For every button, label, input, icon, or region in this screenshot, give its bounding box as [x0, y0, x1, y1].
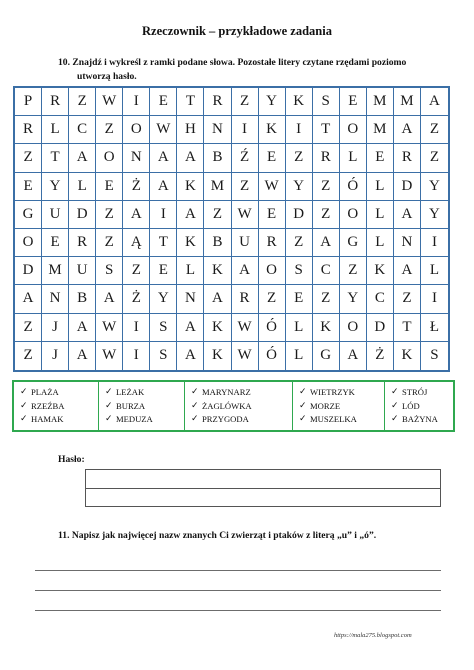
grid-cell[interactable]: G: [15, 201, 42, 229]
grid-cell[interactable]: Ż: [123, 285, 150, 313]
check-icon: ✓: [105, 387, 113, 397]
word-label: MEDUZA: [116, 414, 153, 424]
password-label: Hasło:: [58, 454, 85, 465]
grid-cell[interactable]: I: [232, 116, 259, 144]
grid-cell[interactable]: A: [177, 342, 204, 370]
grid-cell[interactable]: Z: [69, 88, 96, 116]
grid-cell[interactable]: Ó: [259, 314, 286, 342]
task-10-line-1: 10. Znajdź i wykreśl z ramki podane słowa. Pozostałe litery czytane rzędami poziomo: [58, 57, 407, 68]
grid-cell[interactable]: D: [367, 314, 394, 342]
check-icon: ✓: [391, 387, 399, 397]
grid-cell[interactable]: S: [313, 88, 340, 116]
check-icon: ✓: [391, 414, 399, 424]
task-11-instructions: 11. Napisz jak najwięcej nazw znanych Ci zwierząt i ptaków z literą „u” i „ó”.: [58, 530, 377, 541]
word-list-item: [105, 386, 184, 400]
grid-cell[interactable]: Z: [313, 173, 340, 201]
grid-cell[interactable]: Y: [150, 285, 177, 313]
grid-cell[interactable]: K: [259, 116, 286, 144]
grid-cell[interactable]: K: [204, 257, 231, 285]
grid-cell[interactable]: N: [204, 116, 231, 144]
grid-cell[interactable]: E: [150, 257, 177, 285]
grid-cell[interactable]: K: [204, 342, 231, 370]
grid-cell[interactable]: T: [42, 144, 69, 172]
grid-cell[interactable]: I: [123, 314, 150, 342]
grid-cell[interactable]: S: [286, 257, 313, 285]
task-10-line-2: utworzą hasło.: [77, 70, 137, 82]
grid-cell[interactable]: Z: [313, 201, 340, 229]
grid-cell[interactable]: K: [204, 314, 231, 342]
grid-cell[interactable]: W: [96, 314, 123, 342]
grid-cell[interactable]: E: [150, 88, 177, 116]
word-list-item: [105, 413, 184, 427]
grid-cell[interactable]: W: [96, 88, 123, 116]
grid-cell[interactable]: E: [259, 201, 286, 229]
word-list-item: [391, 386, 453, 400]
grid-cell[interactable]: A: [313, 229, 340, 257]
grid-cell[interactable]: B: [69, 285, 96, 313]
word-column-4: [293, 382, 385, 430]
grid-cell[interactable]: K: [313, 314, 340, 342]
grid-cell[interactable]: M: [367, 116, 394, 144]
grid-cell[interactable]: W: [232, 314, 259, 342]
grid-cell[interactable]: R: [232, 285, 259, 313]
grid-cell[interactable]: Ż: [123, 173, 150, 201]
task-10-instructions: [58, 56, 430, 83]
grid-cell[interactable]: I: [150, 201, 177, 229]
check-icon: ✓: [105, 400, 113, 411]
grid-cell[interactable]: Z: [232, 88, 259, 116]
grid-cell[interactable]: L: [367, 173, 394, 201]
grid-cell[interactable]: M: [394, 88, 421, 116]
word-search-grid: [13, 86, 450, 372]
grid-cell[interactable]: Ó: [259, 342, 286, 370]
grid-cell[interactable]: E: [286, 285, 313, 313]
grid-cell[interactable]: R: [313, 144, 340, 172]
grid-cell[interactable]: P: [15, 88, 42, 116]
word-label: PLAŻA: [31, 387, 59, 397]
grid-cell[interactable]: R: [204, 88, 231, 116]
word-label: BURZA: [116, 400, 146, 411]
grid-cell[interactable]: Z: [394, 285, 421, 313]
grid-cell[interactable]: L: [177, 257, 204, 285]
word-label: BAŻYNA: [402, 414, 438, 424]
grid-cell[interactable]: A: [394, 257, 421, 285]
word-list-item: [299, 400, 384, 414]
grid-cell[interactable]: N: [394, 229, 421, 257]
grid-cell[interactable]: Z: [96, 116, 123, 144]
grid-cell[interactable]: R: [42, 88, 69, 116]
check-icon: ✓: [191, 387, 199, 397]
grid-cell[interactable]: D: [286, 201, 313, 229]
grid-cell[interactable]: D: [394, 173, 421, 201]
grid-cell[interactable]: R: [69, 229, 96, 257]
word-label: STRÓJ: [402, 387, 428, 397]
writing-line[interactable]: [35, 590, 441, 591]
grid-cell[interactable]: O: [15, 229, 42, 257]
grid-cell[interactable]: D: [15, 257, 42, 285]
check-icon: ✓: [105, 414, 113, 424]
check-icon: ✓: [191, 400, 199, 411]
grid-cell[interactable]: A: [232, 257, 259, 285]
check-icon: ✓: [191, 414, 199, 424]
grid-cell[interactable]: B: [204, 229, 231, 257]
grid-cell[interactable]: Ó: [340, 173, 367, 201]
grid-cell[interactable]: I: [286, 116, 313, 144]
grid-cell[interactable]: Ą: [123, 229, 150, 257]
grid-cell[interactable]: K: [177, 173, 204, 201]
word-list-item: [391, 400, 453, 414]
grid-cell[interactable]: R: [15, 116, 42, 144]
grid-cell[interactable]: A: [69, 144, 96, 172]
grid-cell[interactable]: Z: [286, 229, 313, 257]
grid-cell[interactable]: K: [394, 342, 421, 370]
grid-cell[interactable]: Y: [259, 88, 286, 116]
grid-cell[interactable]: N: [177, 285, 204, 313]
grid-cell[interactable]: U: [69, 257, 96, 285]
grid-cell[interactable]: J: [42, 342, 69, 370]
grid-cell[interactable]: M: [42, 257, 69, 285]
grid-cell[interactable]: Z: [123, 257, 150, 285]
grid-cell[interactable]: O: [259, 257, 286, 285]
grid-cell[interactable]: S: [150, 314, 177, 342]
grid-cell[interactable]: Z: [340, 257, 367, 285]
grid-cell[interactable]: K: [367, 257, 394, 285]
grid-cell[interactable]: R: [259, 229, 286, 257]
answer-box-divider: [86, 488, 440, 489]
grid-cell[interactable]: C: [313, 257, 340, 285]
grid-cell[interactable]: Z: [232, 173, 259, 201]
grid-cell[interactable]: Z: [15, 144, 42, 172]
grid-cell[interactable]: R: [394, 144, 421, 172]
word-list-item: [20, 386, 98, 400]
grid-cell[interactable]: Ż: [367, 342, 394, 370]
grid-cell[interactable]: A: [123, 201, 150, 229]
grid-cell[interactable]: L: [340, 144, 367, 172]
word-list-box: [12, 380, 455, 432]
grid-cell[interactable]: N: [123, 144, 150, 172]
check-icon: ✓: [20, 400, 28, 411]
check-icon: ✓: [299, 387, 307, 397]
word-list-item: [191, 386, 292, 400]
grid-cell[interactable]: L: [42, 116, 69, 144]
grid-cell[interactable]: W: [259, 173, 286, 201]
grid-cell[interactable]: K: [177, 229, 204, 257]
word-list-item: [105, 400, 184, 414]
grid-cell[interactable]: L: [286, 342, 313, 370]
grid-cell[interactable]: O: [96, 144, 123, 172]
grid-cell[interactable]: O: [340, 116, 367, 144]
grid-cell[interactable]: Z: [313, 285, 340, 313]
grid-cell[interactable]: I: [123, 88, 150, 116]
grid-cell[interactable]: T: [177, 88, 204, 116]
grid-cell[interactable]: T: [394, 314, 421, 342]
grid-cell[interactable]: Z: [15, 342, 42, 370]
grid-cell[interactable]: O: [123, 116, 150, 144]
word-list-item: [299, 413, 384, 427]
grid-cell[interactable]: U: [42, 201, 69, 229]
grid-cell[interactable]: I: [123, 342, 150, 370]
grid-cell[interactable]: Z: [15, 314, 42, 342]
grid-cell[interactable]: S: [96, 257, 123, 285]
grid-cell[interactable]: J: [42, 314, 69, 342]
grid-cell[interactable]: C: [367, 285, 394, 313]
grid-cell[interactable]: A: [204, 285, 231, 313]
word-column-3: [185, 382, 293, 430]
grid-cell[interactable]: W: [232, 201, 259, 229]
word-list-item: [191, 400, 292, 414]
grid-cell[interactable]: O: [340, 201, 367, 229]
grid-cell[interactable]: Z: [421, 116, 448, 144]
word-label: LÓD: [402, 400, 420, 411]
grid-cell[interactable]: M: [204, 173, 231, 201]
grid-cell[interactable]: N: [42, 285, 69, 313]
grid-cell[interactable]: Ź: [232, 144, 259, 172]
check-icon: ✓: [299, 400, 307, 411]
grid-cell[interactable]: U: [232, 229, 259, 257]
grid-cell[interactable]: L: [367, 229, 394, 257]
grid-cell[interactable]: A: [394, 116, 421, 144]
grid-cell[interactable]: Z: [96, 229, 123, 257]
writing-line[interactable]: [35, 570, 441, 571]
grid-cell[interactable]: Z: [259, 285, 286, 313]
grid-cell[interactable]: L: [421, 257, 448, 285]
grid-cell[interactable]: L: [367, 201, 394, 229]
check-icon: ✓: [299, 414, 307, 424]
grid-cell[interactable]: T: [150, 229, 177, 257]
grid-cell[interactable]: O: [340, 314, 367, 342]
word-label: ŻAGLÓWKA: [202, 400, 252, 411]
grid-cell[interactable]: M: [367, 88, 394, 116]
word-column-2: [99, 382, 185, 430]
grid-cell[interactable]: A: [15, 285, 42, 313]
grid-cell[interactable]: Z: [286, 144, 313, 172]
check-icon: ✓: [20, 387, 28, 397]
grid-cell[interactable]: A: [150, 173, 177, 201]
word-label: MORZE: [310, 400, 341, 411]
grid-cell[interactable]: Ł: [421, 314, 448, 342]
word-column-5: [385, 382, 453, 430]
grid-cell[interactable]: A: [150, 144, 177, 172]
grid-cell[interactable]: H: [177, 116, 204, 144]
grid-cell[interactable]: Z: [204, 201, 231, 229]
grid-cell[interactable]: G: [313, 342, 340, 370]
grid-cell[interactable]: E: [42, 229, 69, 257]
grid-cell[interactable]: W: [232, 342, 259, 370]
grid-cell[interactable]: Z: [96, 201, 123, 229]
word-label: MARYNARZ: [202, 387, 251, 397]
grid-cell[interactable]: A: [69, 342, 96, 370]
grid-cell[interactable]: A: [96, 285, 123, 313]
word-column-1: [14, 382, 99, 430]
grid-cell[interactable]: C: [69, 116, 96, 144]
grid-cell[interactable]: B: [204, 144, 231, 172]
grid-cell[interactable]: W: [150, 116, 177, 144]
grid-cell[interactable]: E: [15, 173, 42, 201]
grid-cell[interactable]: S: [430, 347, 439, 364]
grid-cell[interactable]: W: [96, 342, 123, 370]
grid-cell[interactable]: A: [421, 88, 448, 116]
grid-cell[interactable]: G: [340, 229, 367, 257]
word-list-item: [20, 400, 98, 414]
source-url: https://mala275.blogspot.com: [334, 632, 412, 639]
word-label: HAMAK: [31, 414, 64, 424]
grid-cell[interactable]: Y: [421, 173, 448, 201]
grid-cell[interactable]: E: [367, 144, 394, 172]
grid-cell[interactable]: E: [96, 173, 123, 201]
grid-cell[interactable]: A: [69, 314, 96, 342]
word-list-item: [299, 386, 384, 400]
grid-cell[interactable]: A: [340, 342, 367, 370]
writing-line[interactable]: [35, 610, 441, 611]
grid-cell[interactable]: D: [69, 201, 96, 229]
word-list-item: [391, 413, 453, 427]
word-label: LEŻAK: [116, 387, 145, 397]
word-list-item: [20, 413, 98, 427]
check-icon: ✓: [391, 400, 399, 411]
word-label: RZEŹBA: [31, 400, 65, 411]
word-label: WIETRZYK: [310, 387, 355, 397]
grid-cell[interactable]: I: [421, 229, 448, 257]
grid-cell[interactable]: L: [286, 314, 313, 342]
check-icon: ✓: [20, 414, 28, 424]
word-label: PRZYGODA: [202, 414, 249, 424]
grid-cell[interactable]: L: [69, 173, 96, 201]
password-answer-box[interactable]: [85, 469, 441, 507]
word-label: MUSZELKA: [310, 414, 357, 424]
page-title: Rzeczownik – przykładowe zadania: [142, 24, 332, 38]
grid-cell[interactable]: Y: [286, 173, 313, 201]
grid-cell[interactable]: I: [421, 285, 448, 313]
grid-cell[interactable]: E: [340, 88, 367, 116]
grid-cell[interactable]: Y: [421, 201, 448, 229]
grid-cell[interactable]: K: [286, 88, 313, 116]
grid-cell[interactable]: E: [259, 144, 286, 172]
grid-cell[interactable]: Z: [421, 144, 448, 172]
grid-cell[interactable]: A: [394, 201, 421, 229]
grid-cell[interactable]: Y: [340, 285, 367, 313]
grid-cell[interactable]: S: [150, 342, 177, 370]
grid-cell[interactable]: Y: [42, 173, 69, 201]
grid-cell[interactable]: T: [313, 116, 340, 144]
grid-cell[interactable]: A: [177, 201, 204, 229]
grid-cell[interactable]: A: [177, 314, 204, 342]
grid-cell[interactable]: A: [177, 144, 204, 172]
word-list-item: [191, 413, 292, 427]
